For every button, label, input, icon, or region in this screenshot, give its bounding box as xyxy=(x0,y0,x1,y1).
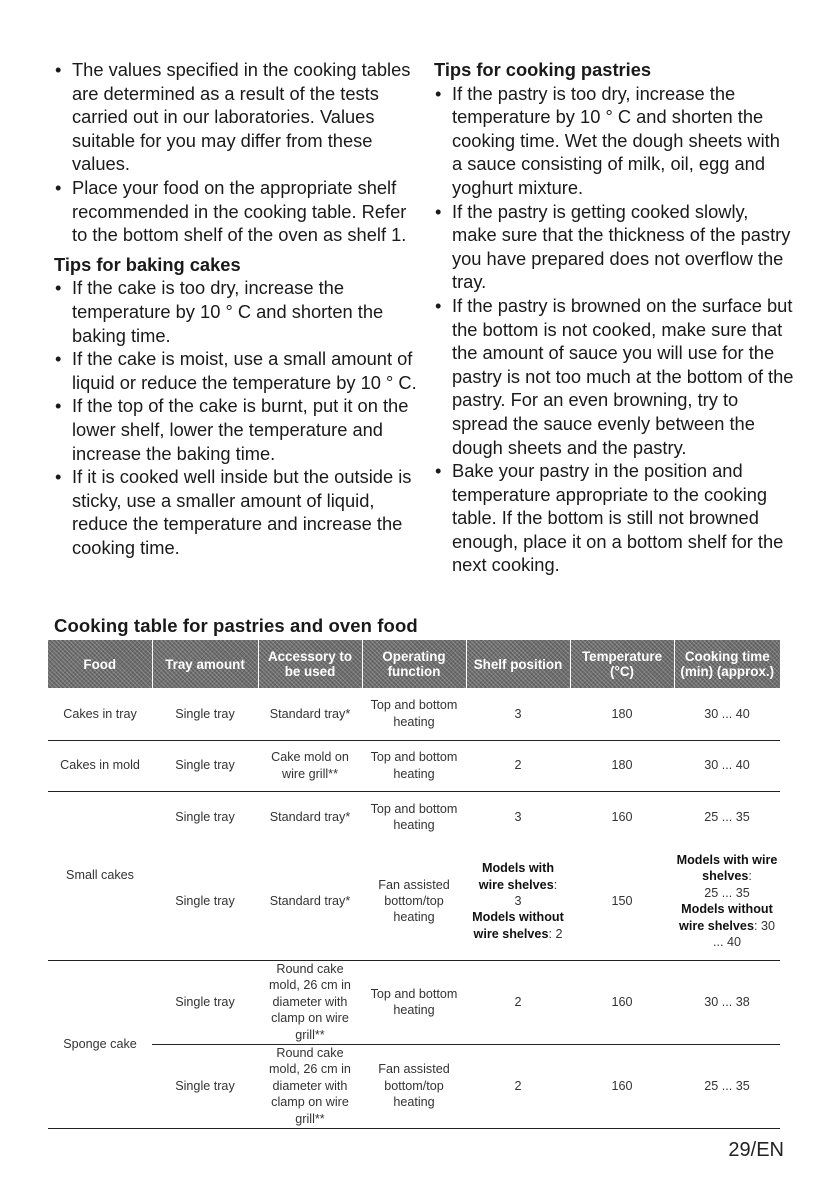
shelf-with-label: Models with wire shelves xyxy=(478,861,555,892)
list-item: • The values specified in the cooking tables are determined as a result of the tests carried out in our laboratories. Values suitable for you may differ from these values. xyxy=(54,58,424,176)
table-row xyxy=(48,960,780,1044)
table-row xyxy=(48,843,780,960)
cell-accessory: Cake mold on wire grill** xyxy=(258,740,362,791)
cell-shelf: 2 xyxy=(466,740,570,791)
cell-temp: 160 xyxy=(611,810,633,825)
cell-time: Models with wire shelves: 25 ... 35 Models without wire shelves: 30 ... 40 xyxy=(674,843,780,960)
list-item: • If the cake is too dry, increase the temperature by 10 ° C and shorten the baking time. xyxy=(54,276,424,347)
cell-tray: Single tray xyxy=(152,740,258,791)
list-item: • If the pastry is browned on the surface but the bottom is not cooked, make sure that the amount of sauce you will use for the pastry is not too much at the bottom of the pastry. For an even browning, try to spread the sauce evenly between the dough sheets and the pastry. xyxy=(434,294,794,459)
cooking-table-title: Cooking table for pastries and oven food xyxy=(54,615,418,636)
header-food: Food xyxy=(48,640,152,688)
cell-time: 30 ... 40 xyxy=(674,688,780,740)
cell-food: Small cakes xyxy=(48,791,152,960)
header-operating-function: Operating function xyxy=(362,640,466,688)
cell-food: Sponge cake xyxy=(48,960,152,1128)
cell-shelf: 3 xyxy=(466,688,570,740)
shelf-without-label: Models without wire shelves xyxy=(472,910,564,941)
cell-function: Top and bottom heating xyxy=(362,740,466,791)
cell-accessory: Standard tray* xyxy=(258,688,362,740)
header-temperature: Temperature (°C) xyxy=(570,640,674,688)
page-number: 29/EN xyxy=(728,1139,784,1161)
cell-temp: 180 xyxy=(570,688,674,740)
left-column xyxy=(54,58,424,559)
list-item: • If the pastry is getting cooked slowly, make sure that the thickness of the pastry you have prepared does not overflow the tray. xyxy=(434,200,794,294)
cell-accessory: Round cake mold, 26 cm in diameter with clamp on wire grill** xyxy=(258,960,362,1044)
table-header-row xyxy=(48,640,780,688)
cell-function: Top and bottom heating xyxy=(370,801,458,833)
cell-food: Cakes in tray xyxy=(48,688,152,740)
cell-tray: Single tray xyxy=(175,810,235,825)
cell-time: 25 ... 35 xyxy=(674,1044,780,1128)
pastries-tips-heading: Tips for cooking pastries xyxy=(434,59,652,80)
cell-tray: Single tray xyxy=(152,1044,258,1128)
cell-shelf: 2 xyxy=(466,960,570,1044)
time-with-value: 25 ... 35 xyxy=(704,885,750,900)
list-item: • Place your food on the appropriate shelf recommended in the cooking table. Refer to the bottom shelf of the oven as shelf 1. xyxy=(54,176,424,247)
header-tray-amount: Tray amount xyxy=(152,640,258,688)
cell-function: Fan assisted bottom/top heating xyxy=(362,1044,466,1128)
right-column xyxy=(434,58,794,577)
list-item: • If the pastry is too dry, increase the temperature by 10 ° C and shorten the cooking time. Wet the dough sheets with a sauce consisting of milk, oil, egg and yoghurt mixture. xyxy=(434,82,794,200)
list-item: • If it is cooked well inside but the outside is sticky, use a smaller amount of liquid, reduce the temperature and increase the cooking time. xyxy=(54,465,424,559)
time-without-label: Models without wire shelves xyxy=(679,902,773,933)
cell-function: Fan assisted bottom/top heating xyxy=(362,843,466,960)
cell-shelf: Models with wire shelves: 3 Models without wire shelves: 2 xyxy=(466,843,570,960)
cell-temp: 180 xyxy=(570,740,674,791)
cell-accessory: Round cake mold, 26 cm in diameter with clamp on wire grill** xyxy=(258,1044,362,1128)
table-row xyxy=(48,791,780,843)
cakes-tips-heading: Tips for baking cakes xyxy=(54,253,241,275)
cell-tray: Single tray xyxy=(152,960,258,1044)
intro-list xyxy=(54,58,424,247)
cell-shelf: 3 xyxy=(514,810,522,825)
cell-temp: 160 xyxy=(570,960,674,1044)
list-item: • If the cake is moist, use a small amount of liquid or reduce the temperature by 10 ° C. xyxy=(54,347,424,394)
cell-time: 25 ... 35 xyxy=(704,810,750,825)
header-accessory: Accessory to be used xyxy=(258,640,362,688)
cell-function: Top and bottom heating xyxy=(362,960,466,1044)
cell-temp: 150 xyxy=(570,843,674,960)
time-without-value: 30 ... 40 xyxy=(712,918,775,950)
cakes-tips-list xyxy=(54,276,424,559)
cell-time: 30 ... 40 xyxy=(674,740,780,791)
header-cooking-time: Cooking time (min) (approx.) xyxy=(674,640,780,688)
cell-accessory: Standard tray* xyxy=(269,810,351,825)
cell-food: Cakes in mold xyxy=(48,740,152,791)
table-row xyxy=(48,688,780,740)
cooking-table xyxy=(48,640,780,1129)
shelf-without-value: 2 xyxy=(555,926,563,941)
cell-tray: Single tray xyxy=(152,688,258,740)
cell-function: Top and bottom heating xyxy=(362,688,466,740)
shelf-with-value: 3 xyxy=(514,894,522,909)
cell-shelf: 2 xyxy=(466,1044,570,1128)
list-item: • If the top of the cake is burnt, put it on the lower shelf, lower the temperature and increase the baking time. xyxy=(54,394,424,465)
time-with-label: Models with wire shelves xyxy=(676,853,778,884)
cell-accessory: Standard tray* xyxy=(258,843,362,960)
list-item: • Bake your pastry in the position and temperature appropriate to the cooking table. If the bottom is still not browned enough, place it on a bottom shelf for the next cooking. xyxy=(434,459,794,577)
cell-temp: 160 xyxy=(570,1044,674,1128)
table-row xyxy=(48,1044,780,1128)
cell-time: 30 ... 38 xyxy=(674,960,780,1044)
pastries-tips-list xyxy=(434,82,794,577)
header-shelf-position: Shelf position xyxy=(466,640,570,688)
cell-tray: Single tray xyxy=(152,843,258,960)
table-row xyxy=(48,740,780,791)
